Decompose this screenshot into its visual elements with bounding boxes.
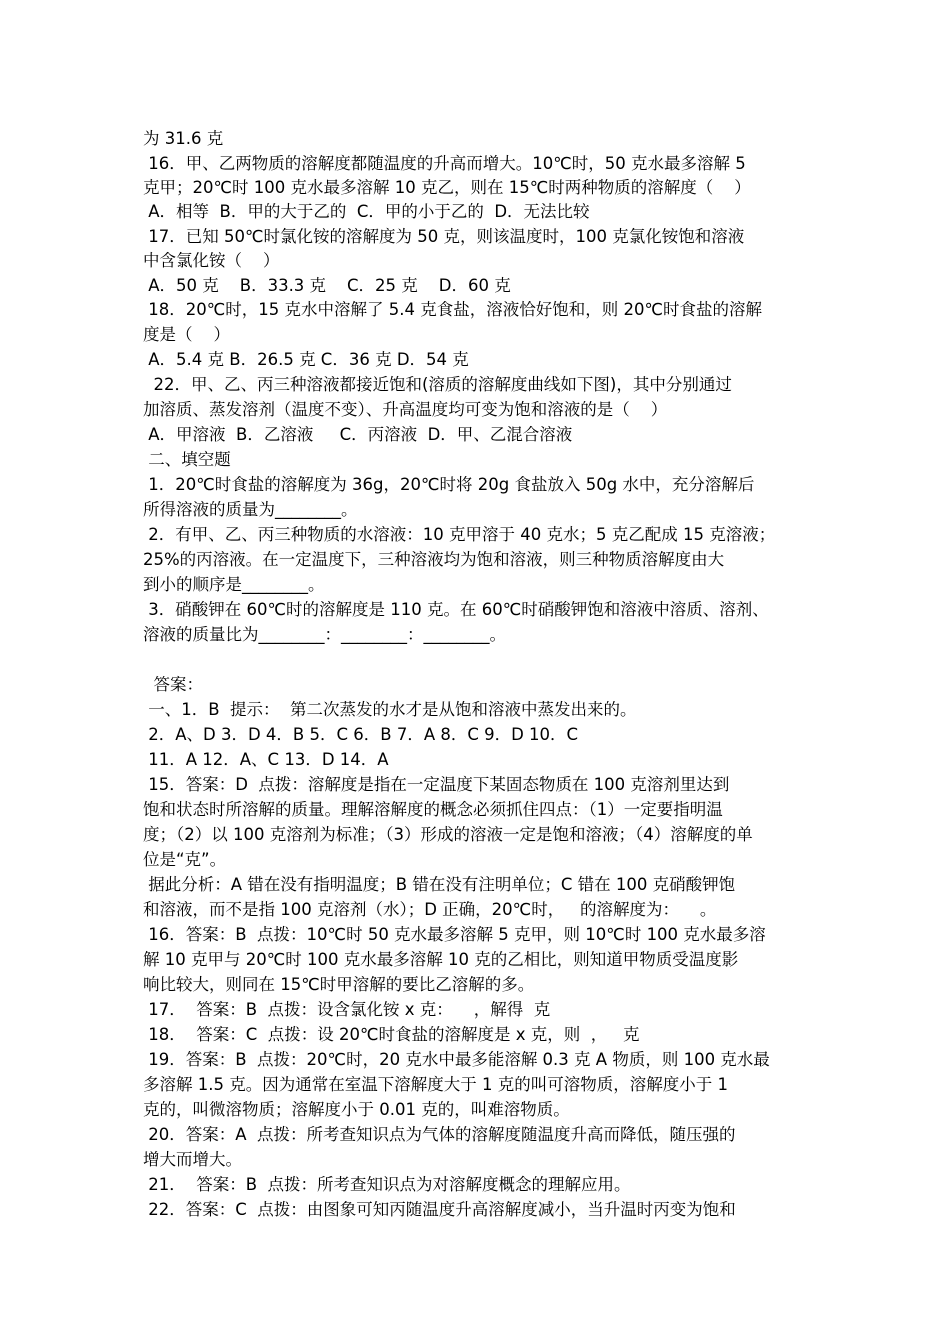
text-line: 饱和状态时所溶解的质量。理解溶解度的概念必须抓住四点：（1）一定要指明温 [143,800,723,819]
text-line: 增大而增大。 [143,1150,242,1169]
answers-heading: 答案： [143,675,203,694]
text-line: 据此分析：A 错在没有指明温度；B 错在没有注明单位；C 错在 100 克硝酸钾饱 [143,875,736,894]
text-line: A．50 克 B．33.3 克 C．25 克 D．60 克 [143,276,511,295]
text-line: 一、1．B 提示： 第二次蒸发的水才是从饱和溶液中蒸发出来的。 [143,700,637,719]
text-line: 17．已知 50℃时氯化铵的溶解度为 50 克，则该温度时，100 克氯化铵饱和溶液 [143,227,745,246]
text-line: 2．A、D 3．D 4．B 5．C 6．B 7．A 8．C 9．D 10．C [143,725,579,744]
text-line: 22．甲、乙、丙三种溶液都接近饱和(溶质的溶解度曲线如下图)，其中分别通过 [143,375,732,394]
text-line: 2．有甲、乙、丙三种物质的水溶液：10 克甲溶于 40 克水；5 克乙配成 15 克溶液； [143,525,776,544]
text-line: 克甲；20℃时 100 克水最多溶解 10 克乙，则在 15℃时两种物质的溶解度（ ） [143,178,751,197]
text-line: 16．答案：B 点拨：10℃时 50 克水最多溶解 5 克甲，则 10℃时 100 克水最多溶 [143,925,766,944]
text-line: 21． 答案：B 点拨：所考查知识点为对溶解度概念的理解应用。 [143,1175,631,1194]
text-line: A．5.4 克 B．26.5 克 C．36 克 D．54 克 [143,350,469,369]
text-line: 克的，叫微溶物质；溶解度小于 0.01 克的，叫难溶物质。 [143,1100,570,1119]
text-line: 22．答案：C 点拨：由图象可知丙随温度升高溶解度减小，当升温时丙变为饱和 [143,1200,736,1219]
text-line: A．甲溶液 B．乙溶液 C．丙溶液 D．甲、乙混合溶液 [143,425,573,444]
text-line: 度是（ ） [143,325,230,344]
text-line: 解 10 克甲与 20℃时 100 克水最多溶解 10 克的乙相比，则知道甲物质受温度影 [143,950,739,969]
text-line: 25%的丙溶液。在一定温度下，三种溶液均为饱和溶液，则三种物质溶解度由大 [143,550,725,569]
text-line: 19．答案：B 点拨：20℃时，20 克水中最多能溶解 0.3 克 A 物质，则 100 克水最 [143,1050,770,1069]
text-line: 所得溶液的质量为________。 [143,500,358,519]
section-heading: 二、填空题 [143,450,231,469]
text-line: 15．答案：D 点拨：溶解度是指在一定温度下某固态物质在 100 克溶剂里达到 [143,775,730,794]
text-line: 加溶质、蒸发溶剂（温度不变）、升高温度均可变为饱和溶液的是（ ） [143,400,668,419]
text-line: 20．答案：A 点拨：所考查知识点为气体的溶解度随温度升高而降低，随压强的 [143,1125,736,1144]
text-line: 和溶液，而不是指 100 克溶剂（水）；D 正确，20℃时， 的溶解度为： 。 [143,900,717,919]
text-line: 18．20℃时，15 克水中溶解了 5.4 克食盐，溶液恰好饱和，则 20℃时食盐的溶解 [143,300,763,319]
text-line: 响比较大，则同在 15℃时甲溶解的要比乙溶解的多。 [143,975,535,994]
text-line: 11．A 12．A、C 13．D 14．A [143,750,389,769]
text-line: 16．甲、乙两物质的溶解度都随温度的升高而增大。10℃时，50 克水最多溶解 5 [143,154,746,173]
text-line: 到小的顺序是________。 [143,575,325,594]
text-line: 17． 答案：B 点拨：设含氯化铵 x 克： ，解得 克 [143,1000,551,1019]
text-line: A．相等 B．甲的大于乙的 C．甲的小于乙的 D．无法比较 [143,202,590,221]
text-line: 溶液的质量比为________：________：________。 [143,625,506,644]
text-line: 度；（2）以 100 克溶剂为标准；（3）形成的溶液一定是饱和溶液；（4）溶解度的单 [143,825,753,844]
text-line: 位是“克”。 [143,850,227,869]
text-line: 多溶解 1.5 克。因为通常在室温下溶解度大于 1 克的叫可溶物质，溶解度小于 1 [143,1075,728,1094]
text-line: 1．20℃时食盐的溶解度为 36g，20℃时将 20g 食盐放入 50g 水中，充分溶解后 [143,475,755,494]
text-line: 18． 答案：C 点拨：设 20℃时食盐的溶解度是 x 克，则 ， 克 [143,1025,640,1044]
text-line: 为 31.6 克 [143,129,224,148]
text-line: 中含氯化铵（ ） [143,251,280,270]
text-line: 3．硝酸钾在 60℃时的溶解度是 110 克。在 60℃时硝酸钾饱和溶液中溶质、溶剂、 [143,600,769,619]
